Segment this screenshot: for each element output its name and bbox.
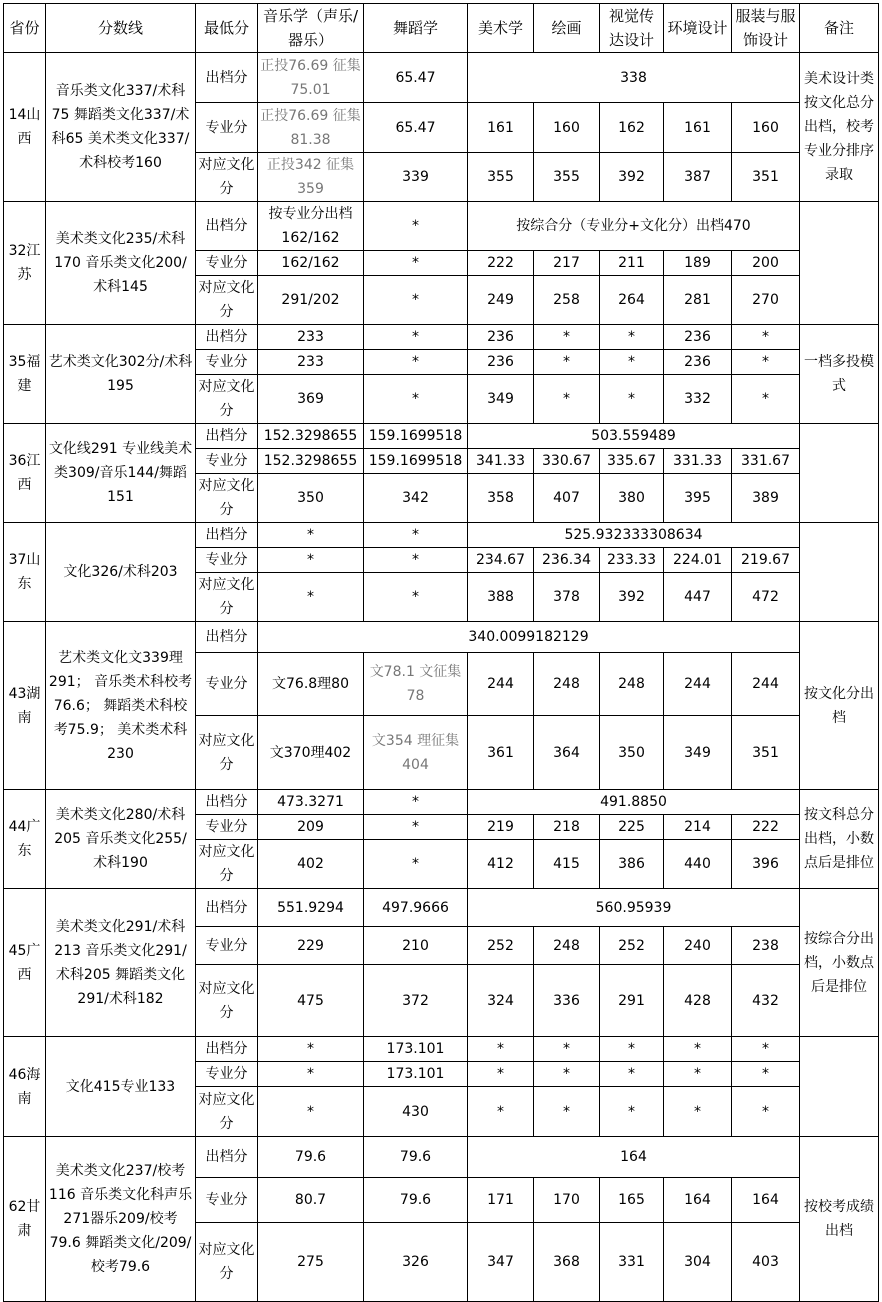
visual-design-cell: 335.67: [600, 449, 664, 474]
row-label: 专业分: [196, 1178, 258, 1223]
dance-cell: *: [364, 790, 468, 815]
music-cell: 正投76.69 征集81.38: [258, 103, 364, 153]
fine-arts-cell: 358: [468, 474, 534, 523]
music-cell: 275: [258, 1223, 364, 1302]
province-cell: 62甘肃: [4, 1137, 46, 1302]
music-cell: *: [258, 573, 364, 622]
dance-cell: 文354 理征集404: [364, 716, 468, 790]
music-cell: 79.6: [258, 1137, 364, 1178]
row-label: 对应文化分: [196, 276, 258, 325]
fine-arts-cell: 161: [468, 103, 534, 153]
row-label: 专业分: [196, 251, 258, 276]
painting-cell: 217: [534, 251, 600, 276]
row-label: 对应文化分: [196, 1087, 258, 1137]
music-cell: *: [258, 1037, 364, 1062]
score-line-cell: 文化415专业133: [46, 1037, 196, 1137]
visual-design-cell: 331: [600, 1223, 664, 1302]
note-cell: [800, 424, 879, 523]
merged-score-cell: 338: [468, 53, 800, 103]
fashion-design-cell: 160: [732, 103, 800, 153]
music-cell: 162/162: [258, 251, 364, 276]
fine-arts-cell: *: [468, 1062, 534, 1087]
visual-design-cell: 162: [600, 103, 664, 153]
fine-arts-cell: 249: [468, 276, 534, 325]
painting-cell: 415: [534, 840, 600, 889]
table-row: [4, 202, 879, 251]
visual-design-cell: *: [600, 1062, 664, 1087]
visual-design-cell: 291: [600, 965, 664, 1037]
fine-arts-cell: *: [468, 1087, 534, 1137]
fine-arts-cell: 355: [468, 153, 534, 202]
row-label: 出档分: [196, 790, 258, 815]
header-fine-arts: 美术学: [468, 4, 534, 53]
fine-arts-cell: 347: [468, 1223, 534, 1302]
score-line-cell: 美术类文化291/术科213 音乐类文化291/术科205 舞蹈类文化291/术科182: [46, 889, 196, 1037]
fashion-design-cell: *: [732, 325, 800, 350]
dance-cell: *: [364, 375, 468, 424]
painting-cell: 407: [534, 474, 600, 523]
visual-design-cell: 380: [600, 474, 664, 523]
row-label: 对应文化分: [196, 716, 258, 790]
visual-design-cell: *: [600, 375, 664, 424]
header-painting: 绘画: [534, 4, 600, 53]
row-label: 专业分: [196, 103, 258, 153]
fashion-design-cell: 164: [732, 1178, 800, 1223]
music-cell: 80.7: [258, 1178, 364, 1223]
music-cell: 正投76.69 征集75.01: [258, 53, 364, 103]
note-cell: 按文化分出档: [800, 622, 879, 790]
header-environment-design: 环境设计: [664, 4, 732, 53]
music-cell: 369: [258, 375, 364, 424]
table-row: [4, 889, 879, 927]
environment-design-cell: *: [664, 1037, 732, 1062]
fashion-design-cell: *: [732, 1087, 800, 1137]
merged-score-cell: 560.95939: [468, 889, 800, 927]
dance-cell: 430: [364, 1087, 468, 1137]
visual-design-cell: *: [600, 1037, 664, 1062]
fashion-design-cell: *: [732, 1037, 800, 1062]
header-province: 省份: [4, 4, 46, 53]
table-row: [4, 424, 879, 449]
music-cell: 正投342 征集359: [258, 153, 364, 202]
visual-design-cell: 165: [600, 1178, 664, 1223]
score-line-cell: 美术类文化237/校考116 音乐类文化科声乐271器乐209/校考79.6 舞蹈类文化/209/校考79.6: [46, 1137, 196, 1302]
environment-design-cell: 240: [664, 927, 732, 965]
environment-design-cell: 164: [664, 1178, 732, 1223]
fashion-design-cell: 238: [732, 927, 800, 965]
visual-design-cell: 264: [600, 276, 664, 325]
painting-cell: 170: [534, 1178, 600, 1223]
dance-cell: *: [364, 573, 468, 622]
dance-cell: *: [364, 548, 468, 573]
painting-cell: 378: [534, 573, 600, 622]
dance-cell: 159.1699518: [364, 449, 468, 474]
environment-design-cell: 331.33: [664, 449, 732, 474]
fashion-design-cell: 472: [732, 573, 800, 622]
dance-cell: 79.6: [364, 1178, 468, 1223]
province-cell: 45广西: [4, 889, 46, 1037]
dance-cell: *: [364, 523, 468, 548]
fine-arts-cell: 244: [468, 653, 534, 716]
environment-design-cell: 189: [664, 251, 732, 276]
province-cell: 37山东: [4, 523, 46, 622]
fine-arts-cell: 252: [468, 927, 534, 965]
environment-design-cell: 332: [664, 375, 732, 424]
environment-design-cell: 387: [664, 153, 732, 202]
province-cell: 36江西: [4, 424, 46, 523]
painting-cell: 355: [534, 153, 600, 202]
row-label: 对应文化分: [196, 153, 258, 202]
row-label: 专业分: [196, 927, 258, 965]
environment-design-cell: 440: [664, 840, 732, 889]
fine-arts-cell: 324: [468, 965, 534, 1037]
dance-cell: 342: [364, 474, 468, 523]
fine-arts-cell: 361: [468, 716, 534, 790]
note-cell: 按综合分出档，小数点后是排位: [800, 889, 879, 1037]
dance-cell: 326: [364, 1223, 468, 1302]
fine-arts-cell: 219: [468, 815, 534, 840]
dance-cell: 文78.1 文征集78: [364, 653, 468, 716]
visual-design-cell: *: [600, 325, 664, 350]
merged-score-cell: 164: [468, 1137, 800, 1178]
painting-cell: *: [534, 1062, 600, 1087]
painting-cell: 236.34: [534, 548, 600, 573]
row-label: 出档分: [196, 325, 258, 350]
note-cell: [800, 1037, 879, 1137]
dance-cell: 173.101: [364, 1037, 468, 1062]
table-row: [4, 1037, 879, 1062]
visual-design-cell: 392: [600, 153, 664, 202]
row-label: 对应文化分: [196, 573, 258, 622]
fine-arts-cell: 222: [468, 251, 534, 276]
merged-score-cell: 525.932333308634: [468, 523, 800, 548]
dance-cell: 79.6: [364, 1137, 468, 1178]
fashion-design-cell: 389: [732, 474, 800, 523]
environment-design-cell: 161: [664, 103, 732, 153]
note-cell: 一档多投模式: [800, 325, 879, 424]
header-fashion-design: 服装与服饰设计: [732, 4, 800, 53]
row-label: 出档分: [196, 889, 258, 927]
note-cell: 美术设计类按文化总分出档，校考专业分排序录取: [800, 53, 879, 202]
fine-arts-cell: 412: [468, 840, 534, 889]
fashion-design-cell: 351: [732, 716, 800, 790]
row-label: 专业分: [196, 815, 258, 840]
music-cell: 291/202: [258, 276, 364, 325]
environment-design-cell: 447: [664, 573, 732, 622]
dance-cell: *: [364, 251, 468, 276]
environment-design-cell: 224.01: [664, 548, 732, 573]
fashion-design-cell: 219.67: [732, 548, 800, 573]
music-cell: 152.3298655: [258, 424, 364, 449]
visual-design-cell: 386: [600, 840, 664, 889]
merged-score-cell: 503.559489: [468, 424, 800, 449]
painting-cell: 248: [534, 653, 600, 716]
score-line-cell: 艺术类文化文339理291； 音乐类术科校考76.6； 舞蹈类术科校考75.9； 美术类术科230: [46, 622, 196, 790]
merged-score-cell: 按综合分（专业分+文化分）出档470: [468, 202, 800, 251]
fine-arts-cell: 234.67: [468, 548, 534, 573]
table-row: [4, 790, 879, 815]
score-line-cell: 文化326/术科203: [46, 523, 196, 622]
fashion-design-cell: 432: [732, 965, 800, 1037]
admission-score-table: [3, 3, 879, 1302]
music-cell: 233: [258, 350, 364, 375]
visual-design-cell: 248: [600, 653, 664, 716]
row-label: 对应文化分: [196, 1223, 258, 1302]
music-cell: *: [258, 523, 364, 548]
dance-cell: *: [364, 202, 468, 251]
music-cell: 229: [258, 927, 364, 965]
merged-score-cell: 340.0099182129: [258, 622, 800, 653]
row-label: 专业分: [196, 449, 258, 474]
table-row: [4, 1137, 879, 1178]
note-cell: [800, 202, 879, 325]
fashion-design-cell: 200: [732, 251, 800, 276]
dance-cell: *: [364, 840, 468, 889]
table-row: [4, 53, 879, 103]
painting-cell: *: [534, 1087, 600, 1137]
row-label: 对应文化分: [196, 840, 258, 889]
fine-arts-cell: 171: [468, 1178, 534, 1223]
row-label: 出档分: [196, 424, 258, 449]
dance-cell: *: [364, 815, 468, 840]
environment-design-cell: 244: [664, 653, 732, 716]
painting-cell: *: [534, 375, 600, 424]
dance-cell: 65.47: [364, 53, 468, 103]
row-label: 专业分: [196, 350, 258, 375]
fashion-design-cell: 403: [732, 1223, 800, 1302]
header-score-line: 分数线: [46, 4, 196, 53]
painting-cell: *: [534, 1037, 600, 1062]
province-cell: 35福建: [4, 325, 46, 424]
visual-design-cell: 233.33: [600, 548, 664, 573]
province-cell: 32江苏: [4, 202, 46, 325]
row-label: 专业分: [196, 1062, 258, 1087]
province-cell: 14山西: [4, 53, 46, 202]
dance-cell: *: [364, 350, 468, 375]
painting-cell: 364: [534, 716, 600, 790]
row-label: 专业分: [196, 653, 258, 716]
music-cell: 152.3298655: [258, 449, 364, 474]
environment-design-cell: 236: [664, 325, 732, 350]
painting-cell: 248: [534, 927, 600, 965]
fine-arts-cell: 349: [468, 375, 534, 424]
dance-cell: 339: [364, 153, 468, 202]
table-row: [4, 523, 879, 548]
music-cell: *: [258, 1087, 364, 1137]
environment-design-cell: 304: [664, 1223, 732, 1302]
header-music: 音乐学（声乐/器乐）: [258, 4, 364, 53]
row-label: 出档分: [196, 523, 258, 548]
music-cell: 233: [258, 325, 364, 350]
table-row: [4, 325, 879, 350]
fine-arts-cell: 388: [468, 573, 534, 622]
visual-design-cell: 350: [600, 716, 664, 790]
score-line-cell: 艺术类文化302分/术科195: [46, 325, 196, 424]
visual-design-cell: *: [600, 350, 664, 375]
environment-design-cell: 428: [664, 965, 732, 1037]
row-label: 对应文化分: [196, 375, 258, 424]
dance-cell: 173.101: [364, 1062, 468, 1087]
painting-cell: 330.67: [534, 449, 600, 474]
province-cell: 44广东: [4, 790, 46, 889]
music-cell: 402: [258, 840, 364, 889]
painting-cell: 218: [534, 815, 600, 840]
header-notes: 备注: [800, 4, 879, 53]
music-cell: 551.9294: [258, 889, 364, 927]
fashion-design-cell: *: [732, 375, 800, 424]
row-label: 对应文化分: [196, 474, 258, 523]
environment-design-cell: 236: [664, 350, 732, 375]
table-row: [4, 622, 879, 653]
score-line-cell: 美术类文化235/术科170 音乐类文化200/术科145: [46, 202, 196, 325]
dance-cell: 497.9666: [364, 889, 468, 927]
province-cell: 43湖南: [4, 622, 46, 790]
header-dance: 舞蹈学: [364, 4, 468, 53]
fashion-design-cell: 396: [732, 840, 800, 889]
environment-design-cell: 214: [664, 815, 732, 840]
merged-score-cell: 491.8850: [468, 790, 800, 815]
music-cell: 475: [258, 965, 364, 1037]
music-cell: 按专业分出档162/162: [258, 202, 364, 251]
music-cell: 209: [258, 815, 364, 840]
environment-design-cell: 395: [664, 474, 732, 523]
music-cell: 473.3271: [258, 790, 364, 815]
fashion-design-cell: *: [732, 1062, 800, 1087]
music-cell: 文370理402: [258, 716, 364, 790]
music-cell: *: [258, 548, 364, 573]
dance-cell: *: [364, 325, 468, 350]
music-cell: 文76.8理80: [258, 653, 364, 716]
dance-cell: 210: [364, 927, 468, 965]
painting-cell: 258: [534, 276, 600, 325]
province-cell: 46海南: [4, 1037, 46, 1137]
row-label: 出档分: [196, 1137, 258, 1178]
fine-arts-cell: 236: [468, 350, 534, 375]
score-line-cell: 音乐类文化337/术科75 舞蹈类文化337/术科65 美术类文化337/术科校考160: [46, 53, 196, 202]
visual-design-cell: 252: [600, 927, 664, 965]
header-row: [4, 4, 879, 53]
environment-design-cell: 281: [664, 276, 732, 325]
dance-cell: 159.1699518: [364, 424, 468, 449]
dance-cell: 372: [364, 965, 468, 1037]
visual-design-cell: 211: [600, 251, 664, 276]
note-cell: [800, 523, 879, 622]
visual-design-cell: 392: [600, 573, 664, 622]
fashion-design-cell: 270: [732, 276, 800, 325]
note-cell: 按文科总分出档，小数点后是排位: [800, 790, 879, 889]
painting-cell: *: [534, 325, 600, 350]
row-label: 对应文化分: [196, 965, 258, 1037]
environment-design-cell: *: [664, 1062, 732, 1087]
dance-cell: *: [364, 276, 468, 325]
music-cell: *: [258, 1062, 364, 1087]
fashion-design-cell: *: [732, 350, 800, 375]
row-label: 出档分: [196, 53, 258, 103]
fine-arts-cell: 236: [468, 325, 534, 350]
painting-cell: *: [534, 350, 600, 375]
painting-cell: 336: [534, 965, 600, 1037]
header-min-score: 最低分: [196, 4, 258, 53]
painting-cell: 368: [534, 1223, 600, 1302]
row-label: 专业分: [196, 548, 258, 573]
fashion-design-cell: 222: [732, 815, 800, 840]
fashion-design-cell: 244: [732, 653, 800, 716]
row-label: 出档分: [196, 1037, 258, 1062]
painting-cell: 160: [534, 103, 600, 153]
header-visual-design: 视觉传达设计: [600, 4, 664, 53]
environment-design-cell: *: [664, 1087, 732, 1137]
fashion-design-cell: 331.67: [732, 449, 800, 474]
music-cell: 350: [258, 474, 364, 523]
fashion-design-cell: 351: [732, 153, 800, 202]
row-label: 出档分: [196, 202, 258, 251]
fine-arts-cell: *: [468, 1037, 534, 1062]
fine-arts-cell: 341.33: [468, 449, 534, 474]
row-label: 出档分: [196, 622, 258, 653]
score-line-cell: 美术类文化280/术科205 音乐类文化255/术科190: [46, 790, 196, 889]
environment-design-cell: 349: [664, 716, 732, 790]
dance-cell: 65.47: [364, 103, 468, 153]
visual-design-cell: 225: [600, 815, 664, 840]
note-cell: 按校考成绩出档: [800, 1137, 879, 1302]
visual-design-cell: *: [600, 1087, 664, 1137]
score-line-cell: 文化线291 专业线美术类309/音乐144/舞蹈151: [46, 424, 196, 523]
